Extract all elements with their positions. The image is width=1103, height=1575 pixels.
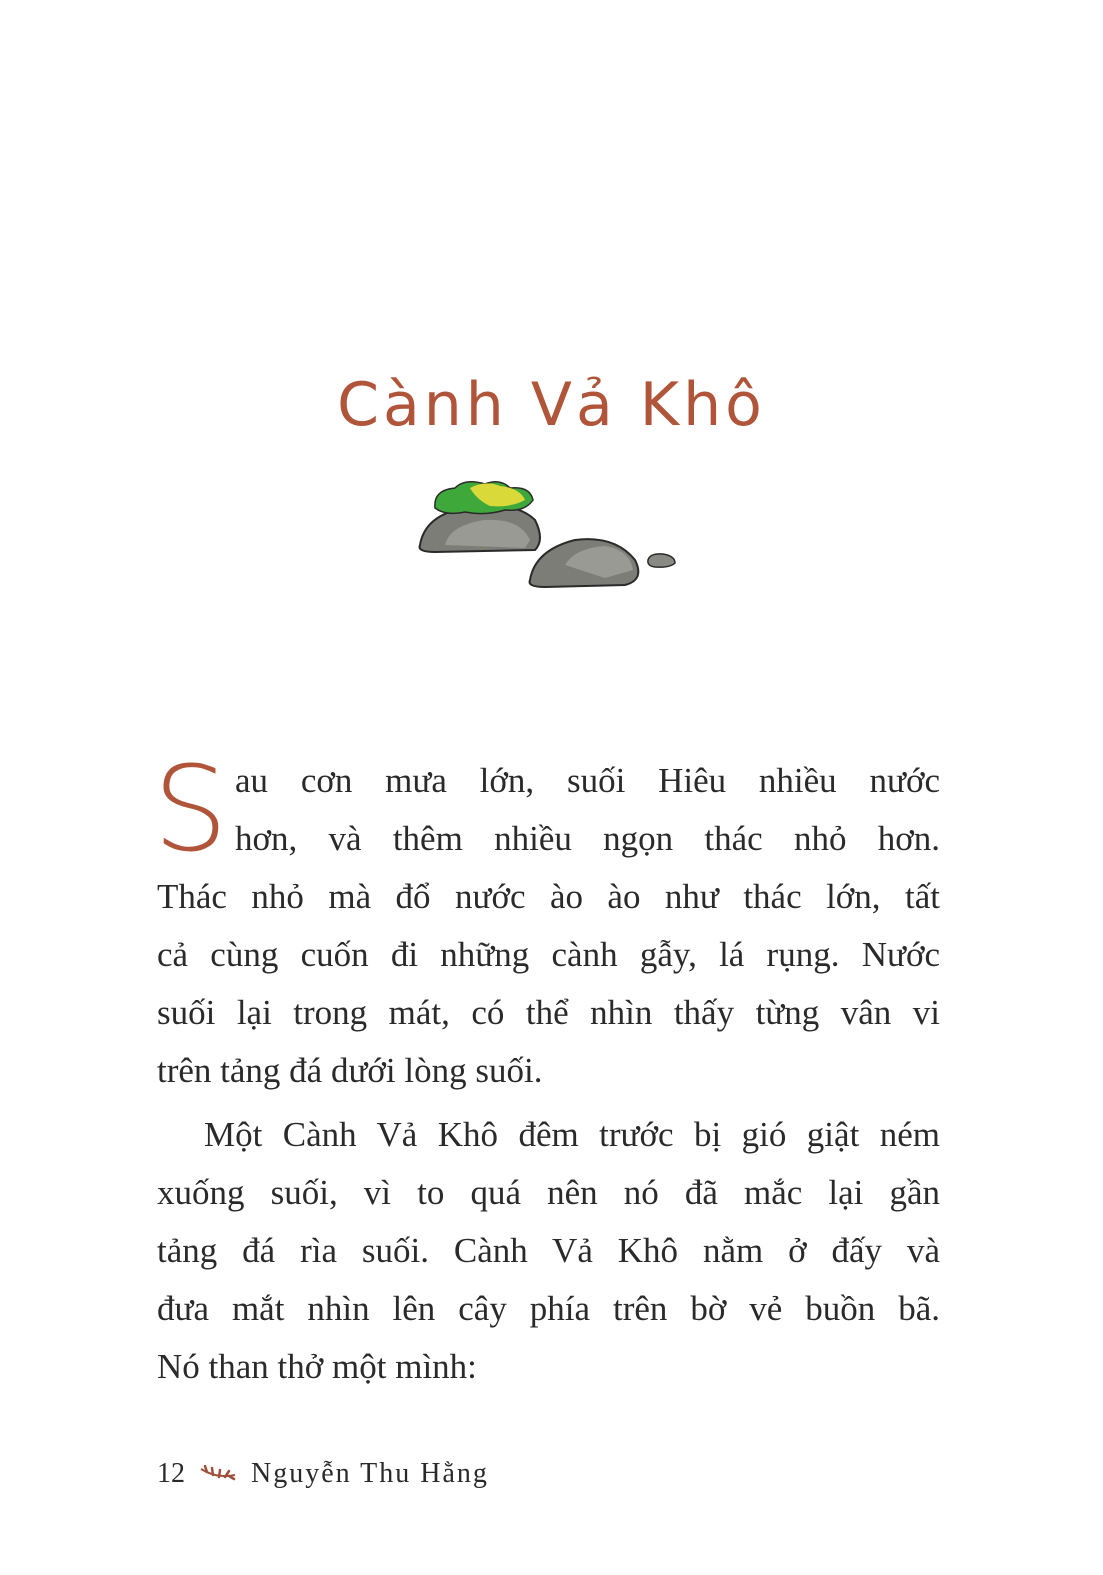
text-line: trên tảng đá dưới lòng suối. xyxy=(157,1051,543,1090)
paragraph-1 xyxy=(153,740,940,1100)
mossy-rocks-illustration-icon xyxy=(405,470,695,600)
text-line: cả cùng cuốn đi những cành gẫy, lá rụng. Nước xyxy=(157,935,940,974)
text-line: Một Cành Vả Khô đêm trước bị gió giật ném xyxy=(204,1115,940,1154)
leaf-branch-icon xyxy=(199,1465,237,1483)
story-body xyxy=(153,740,940,1396)
author-name: Nguyễn Thu Hằng xyxy=(251,1458,489,1489)
page-footer xyxy=(157,1458,489,1490)
text-line: xuống suối, vì to quá nên nó đã mắc lại gần xyxy=(157,1173,940,1212)
text-line: Thác nhỏ mà đổ nước ào ào như thác lớn, tất xyxy=(157,877,940,916)
text-line: đưa mắt nhìn lên cây phía trên bờ vẻ buồn bã. xyxy=(157,1289,940,1328)
text-line: tảng đá rìa suối. Cành Vả Khô nằm ở đấy và xyxy=(157,1231,940,1270)
drop-cap: S xyxy=(153,740,228,878)
page-number: 12 xyxy=(157,1458,185,1489)
chapter-title: Cành Vả Khô xyxy=(337,370,766,441)
text-line: suối lại trong mát, có thể nhìn thấy từng vân vi xyxy=(157,993,940,1032)
text-line: Nó than thở một mình: xyxy=(157,1347,477,1386)
paragraph-2 xyxy=(157,1106,940,1396)
text-line: au cơn mưa lớn, suối Hiêu nhiều nước xyxy=(235,761,940,800)
text-line: hơn, và thêm nhiều ngọn thác nhỏ hơn. xyxy=(235,819,940,858)
